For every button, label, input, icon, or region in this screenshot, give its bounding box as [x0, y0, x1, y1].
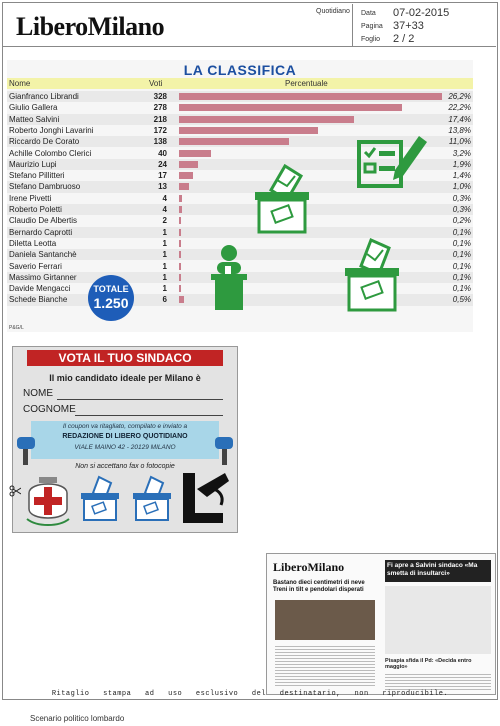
- vote-count: 4: [162, 205, 167, 214]
- coupon-subtitle: Il mio candidato ideale per Milano è: [49, 373, 201, 383]
- libero-l-logo: [177, 469, 233, 527]
- percent-bar: [179, 195, 182, 202]
- percent-bar: [179, 217, 181, 224]
- percent-bar: [179, 251, 181, 258]
- candidate-name: Achille Colombo Clerici: [9, 148, 92, 158]
- percent-bar: [179, 138, 289, 145]
- vote-count: 24: [158, 159, 167, 169]
- vote-coupon: [12, 346, 238, 533]
- cognome-line[interactable]: [75, 415, 223, 416]
- chart-row: [7, 91, 473, 102]
- candidate-name: Davide Mengacci: [9, 284, 71, 294]
- percent-label: 0,1%: [452, 272, 471, 282]
- vote-count: 328: [153, 92, 167, 101]
- vote-count: 6: [162, 295, 167, 305]
- percent-label: 0,3%: [452, 205, 471, 214]
- voter-podium-icon: [209, 244, 249, 310]
- mailbox-icon: [211, 435, 235, 465]
- candidate-name: Roberto Jonghi Lavarini: [9, 125, 94, 135]
- percent-bar: [179, 296, 184, 303]
- vote-count: 218: [153, 114, 167, 124]
- newspaper-logo: LiberoMilano: [16, 12, 165, 41]
- nome-line[interactable]: [57, 399, 223, 400]
- percent-bar: [179, 93, 442, 100]
- vote-count: 138: [153, 137, 167, 147]
- thumbnail-photo: [275, 600, 375, 640]
- percent-label: 0,1%: [452, 250, 471, 260]
- coupon-title: VOTA IL TUO SINDACO: [27, 350, 223, 366]
- percent-label: 26,2%: [448, 92, 471, 101]
- percent-label: 1,4%: [452, 171, 471, 181]
- thumbnail-chart: [385, 586, 491, 654]
- percent-label: 17,4%: [448, 114, 471, 124]
- vote-count: 278: [153, 103, 167, 113]
- percent-label: 0,2%: [452, 216, 471, 226]
- percent-label: 0,1%: [452, 284, 471, 294]
- percent-bar: [179, 229, 181, 236]
- vote-count: 1: [162, 238, 167, 248]
- pagina-label: Pagina: [361, 23, 383, 30]
- vote-count: 17: [158, 171, 167, 181]
- vote-count: 172: [153, 125, 167, 135]
- percent-label: 0,3%: [452, 193, 471, 203]
- percent-bar: [179, 161, 198, 168]
- ballot-check-icon: [353, 128, 429, 192]
- mailbox-icon: [15, 435, 39, 465]
- data-value: 07-02-2015: [393, 7, 450, 19]
- vote-count: 1: [162, 250, 167, 260]
- footer-note: Ritaglio stampa ad uso esclusivo del destinatario, non riproducibile.: [51, 690, 449, 698]
- percent-label: 13,8%: [448, 125, 471, 135]
- page-header: [2, 2, 496, 47]
- percent-bar: [179, 127, 318, 134]
- candidate-name: Massimo Girtanner: [9, 272, 77, 282]
- percent-bar: [179, 263, 181, 270]
- milan-crest-icon: [23, 475, 73, 527]
- thumbnail-headline-right: Fi apre a Salvini sindaco «Ma smetta di insultarci»: [385, 560, 491, 582]
- thumbnail-logo: LiberoMilano: [273, 560, 345, 574]
- percent-bar: [179, 285, 181, 292]
- vote-count: 1: [162, 284, 167, 294]
- vote-count: 1: [162, 272, 167, 282]
- percent-label: 0,1%: [452, 261, 471, 271]
- percent-label: 11,0%: [448, 137, 471, 147]
- percent-label: 1,0%: [452, 182, 471, 192]
- percent-label: 0,5%: [452, 295, 471, 305]
- candidate-name: Saverio Ferrari: [9, 261, 62, 271]
- percent-label: 0,1%: [452, 238, 471, 248]
- ballot-box-icon: [131, 473, 173, 521]
- coupon-info-2: REDAZIONE DI LIBERO QUOTIDIANO: [62, 433, 188, 440]
- classifica-chart: [7, 60, 473, 332]
- chart-row: [7, 114, 473, 125]
- foglio-value: 2 / 2: [393, 33, 415, 45]
- candidate-name: Stefano Dambruoso: [9, 182, 81, 192]
- vote-count: 1: [162, 227, 167, 237]
- candidate-name: Riccardo De Corato: [9, 137, 80, 147]
- percent-label: 0,1%: [452, 227, 471, 237]
- coupon-info-box: [31, 421, 219, 459]
- chart-row: [7, 193, 473, 204]
- candidate-name: Stefano Pillitteri: [9, 171, 65, 181]
- col-voti: Voti: [149, 79, 163, 88]
- coupon-info-3: VIALE MAINO 42 - 20129 MILANO: [74, 444, 176, 451]
- total-label: TOTALE: [93, 284, 129, 294]
- chart-row: [7, 215, 473, 226]
- percent-bar: [179, 172, 193, 179]
- nome-label: NOME: [23, 388, 53, 399]
- chart-row: [7, 204, 473, 215]
- percent-bar: [179, 206, 182, 213]
- candidate-name: Diletta Leotta: [9, 238, 57, 248]
- vote-count: 13: [158, 182, 167, 192]
- candidate-name: Matteo Salvini: [9, 114, 60, 124]
- coupon-info-1: Il coupon va ritagliato, compilato e inviato a: [62, 423, 188, 430]
- total-badge: [88, 275, 134, 321]
- percent-bar: [179, 240, 181, 247]
- publication-type: Quotidiano: [316, 8, 350, 15]
- chart-row: [7, 102, 473, 113]
- col-nome: Nome: [9, 79, 31, 88]
- percent-bar: [179, 150, 211, 157]
- percent-bar: [179, 274, 181, 281]
- chart-credit: P&G/L: [9, 325, 24, 331]
- candidate-name: Roberto Poletti: [9, 205, 62, 214]
- chart-row: [7, 227, 473, 238]
- vote-count: 40: [158, 148, 167, 158]
- total-value: 1.250: [93, 295, 129, 311]
- percent-label: 3,2%: [452, 148, 471, 158]
- candidate-name: Claudio De Albertis: [9, 216, 78, 226]
- thumbnail-headline-bottom: Pisapia sfida il Pd: «Decida entro maggio»: [385, 658, 472, 670]
- foglio-label: Foglio: [361, 36, 381, 43]
- thumbnail-text-block: [275, 644, 375, 688]
- vote-count: 2: [162, 216, 167, 226]
- data-label: Data: [361, 10, 376, 17]
- coupon-no-fax: Non si accettano fax o fotocopie: [75, 463, 175, 470]
- percent-bar: [179, 183, 189, 190]
- percent-label: 1,9%: [452, 159, 471, 169]
- pagina-value: 37+33: [393, 20, 424, 32]
- ballot-box-icon: [251, 162, 313, 234]
- thumbnail-text-block: [385, 672, 491, 692]
- candidate-name: Schede Bianche: [9, 295, 68, 305]
- front-page-thumbnail: [266, 553, 496, 695]
- thumbnail-headline-left: Bastano dieci centimetri di neve Treni in tilt e pendolari disperati: [273, 580, 365, 593]
- candidate-name: Daniela Santanchè: [9, 250, 77, 260]
- col-percentuale: Percentuale: [285, 79, 328, 88]
- candidate-name: Gianfranco Librandi: [9, 92, 79, 101]
- vote-count: 1: [162, 261, 167, 271]
- ballot-box-icon: [341, 236, 403, 312]
- percent-bar: [179, 116, 354, 123]
- candidate-name: Bernardo Caprotti: [9, 227, 73, 237]
- percent-bar: [179, 104, 402, 111]
- candidate-name: Giulio Gallera: [9, 103, 58, 113]
- percent-label: 22,2%: [448, 103, 471, 113]
- table-header: [7, 78, 473, 89]
- ballot-box-icon: [79, 473, 121, 521]
- candidate-name: Maurizio Lupi: [9, 159, 57, 169]
- cognome-label: COGNOME: [23, 404, 76, 415]
- vote-count: 4: [162, 193, 167, 203]
- candidate-name: Irene Pivetti: [9, 193, 52, 203]
- meta-box: [352, 4, 497, 46]
- scenario-label: Scenario politico lombardo: [30, 714, 125, 723]
- scissors-icon: [9, 485, 21, 497]
- chart-title: LA CLASSIFICA: [183, 62, 297, 78]
